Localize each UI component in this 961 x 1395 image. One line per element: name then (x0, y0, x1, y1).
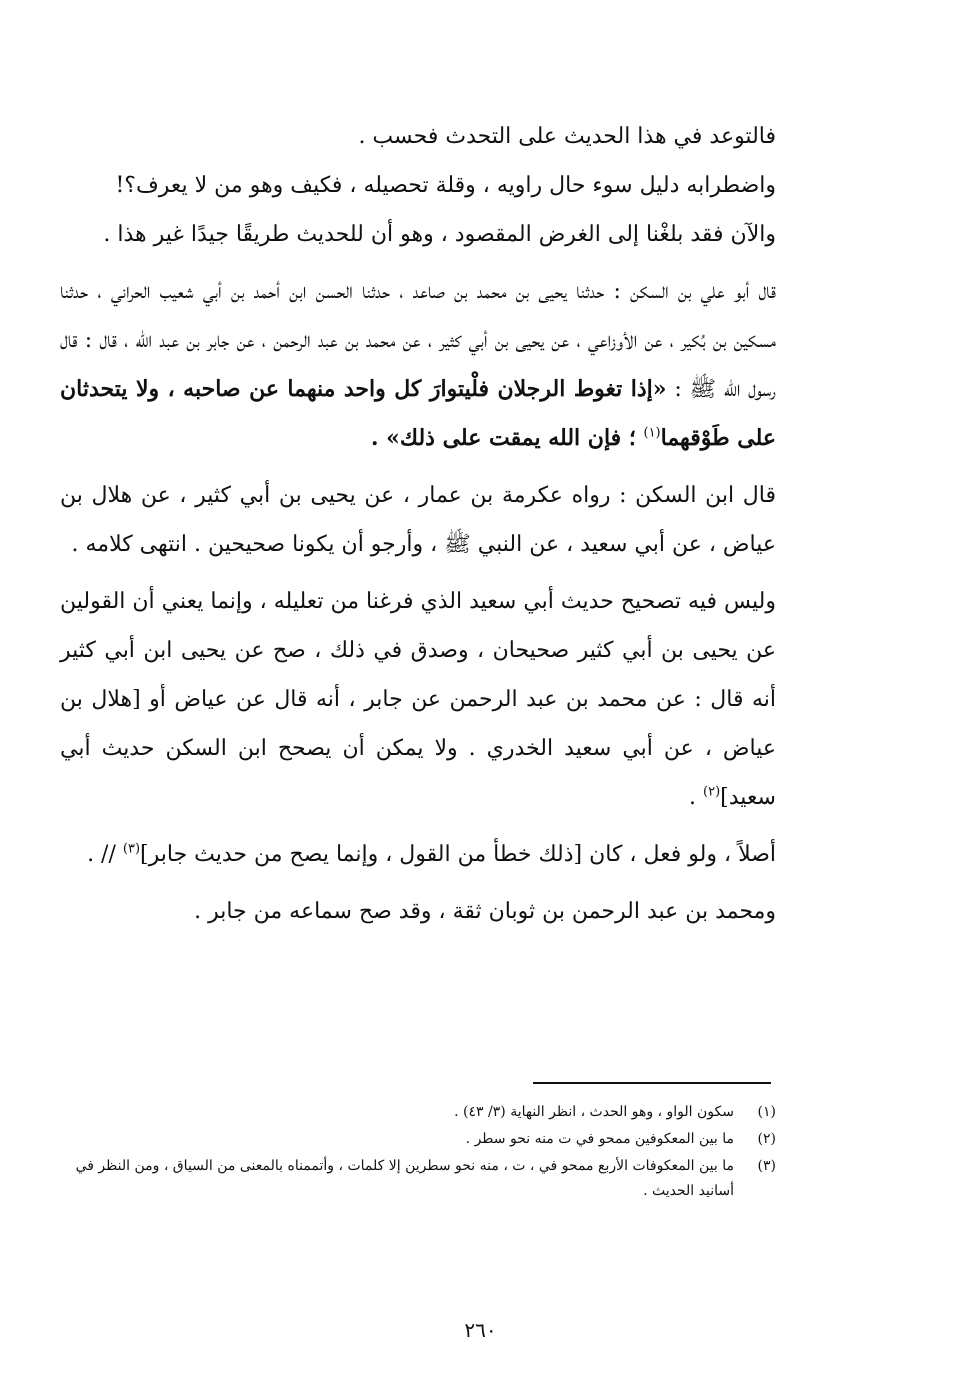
hadith-paragraph (60, 267, 776, 463)
hadith-matn-part2: ؛ فإن الله يمقت على ذلك» . (370, 425, 644, 451)
footnote-ref-2: (٢) (703, 784, 721, 800)
footnote-text: ما بين المعكوفين ممحو في ت منه نحو سطر . (465, 1131, 734, 1147)
page-number: ٢٦٠ (464, 1318, 497, 1342)
aslan-text: أصلاً ، ولو فعل ، كان [ذلك خطأ من القول ، وإنما يصح من حديث جابر] (140, 842, 776, 867)
footnote-1 (60, 1100, 776, 1125)
footnote-number: (٣) (757, 1158, 776, 1174)
aslan-tail: // . (87, 842, 123, 867)
footnote-number: (١) (757, 1104, 776, 1120)
paragraph-3: والآن فقد بلغْنا إلى الغرض المقصود ، وهو أن للحديث طريقًا جيدًا غير هذا . (103, 222, 776, 247)
footnote-divider (533, 1082, 771, 1084)
footnotes (60, 1100, 776, 1206)
footnote-text: سكون الواو ، وهو الحدث ، انظر النهاية (٣/ ٤٣) . (454, 1104, 734, 1120)
final-paragraph: ومحمد بن عبد الرحمن بن ثوبان ثقة ، وقد صح سماعه من جابر . (194, 899, 776, 924)
hadith-isnad: قال أبو علي بن السكن : حدثنا يحيى بن محمد بن صاعد ، حدثنا الحسن ابن أحمد بن أبي شعيب الحراني ، حدثنا مسكين بن بُكير ، عن الأوزاعي ، عن يحيى بن أبي كثير ، عن محمد بن عبد الرحمن ، عن جابر بن عبد الله ، قال : قال رسول الله ﷺ : (60, 279, 777, 402)
ibn-sakan-paragraph: قال ابن السكن : رواه عكرمة بن عمار ، عن يحيى بن أبي كثير ، عن هلال بن عياض ، عن أبي سعيد ، عن النبي ﷺ ، وأرجو أن يكونا صحيحين . انتهى كلامه . (60, 483, 776, 557)
footnote-ref-1: (١) (643, 425, 661, 441)
main-text (60, 112, 776, 936)
paragraph-1: فالتوعد في هذا الحديث على التحدث فحسب . (358, 124, 776, 149)
footnote-text: ما بين المعكوفات الأربع ممحو في ، ت ، منه نحو سطرين إلا كلمات ، وأتممناه بالمعنى من السياق ، ومن النظر في أسانيد الحديث . (75, 1158, 734, 1199)
comment-paragraph (60, 577, 776, 822)
aslan-paragraph (60, 830, 776, 879)
footnote-3 (60, 1154, 776, 1204)
paragraph-2: واضطرابه دليل سوء حال راويه ، وقلة تحصيله ، فكيف وهو من لا يعرف؟! (115, 173, 776, 198)
footnote-ref-3: (٣) (122, 841, 141, 857)
comment-tail: . (689, 785, 704, 810)
comment-text: وليس فيه تصحيح حديث أبي سعيد الذي فرغنا من تعليله ، وإنما يعني أن القولين عن يحيى بن أبي كثير صحيحان ، وصدق في ذلك ، صح عن يحيى ابن أبي كثير أنه قال : عن محمد بن عبد الرحمن عن جابر ، أنه قال عن عياض أو [هلال بن عياض ، عن أبي سعيد الخدري . ولا يمكن أن يصحح ابن السكن حديث أبي سعيد] (60, 589, 776, 810)
footnote-2 (60, 1127, 776, 1152)
footnote-number: (٢) (757, 1131, 776, 1147)
hadith-matn-part1: «إذا تغوط الرجلان فلْيتوارَ كل واحد منهما عن صاحبه ، ولا يتحدثان على طَوْقهما (60, 376, 776, 451)
